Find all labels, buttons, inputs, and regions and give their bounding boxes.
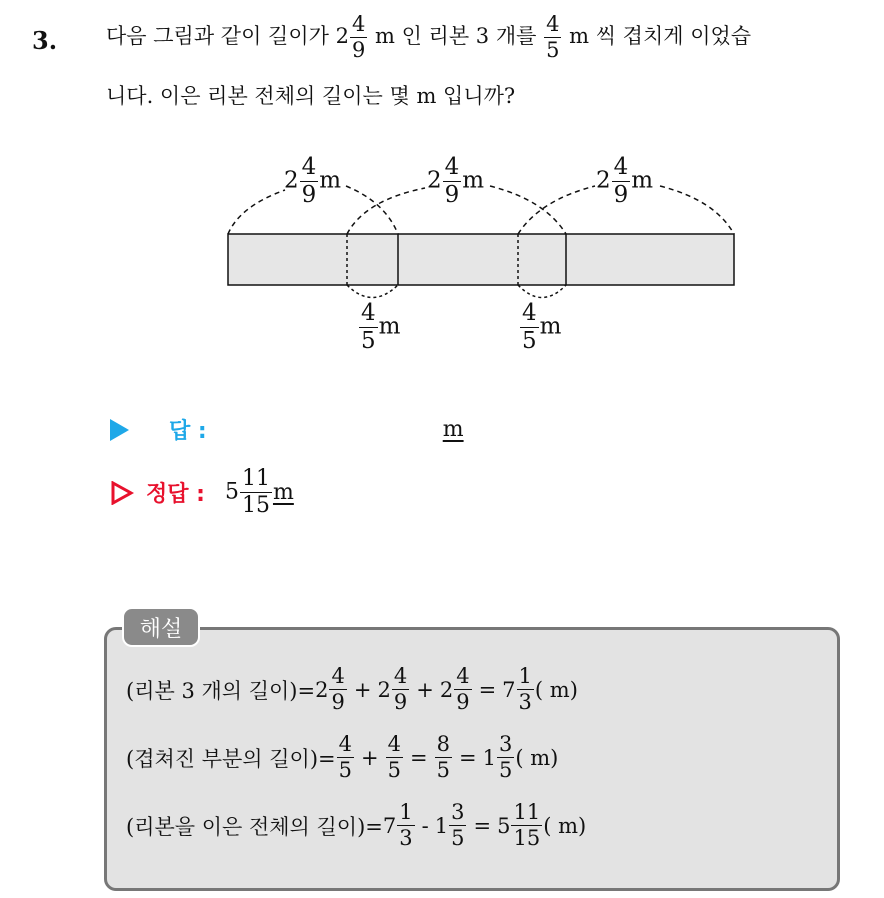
ribbon-length-fraction: $\frac{4}{9}$ <box>351 12 366 62</box>
play-outline-icon <box>110 481 134 505</box>
correct-answer-row <box>110 468 294 517</box>
play-solid-icon <box>110 419 129 441</box>
explanation-tag: 해설 <box>122 607 200 647</box>
overlap-1-arc <box>347 285 398 298</box>
question-number: 3. <box>32 26 58 55</box>
ribbon-1-arc-left <box>228 190 285 234</box>
overlap-length-fraction: $\frac{4}{5}$ <box>546 12 560 62</box>
ribbon-2-arc-left <box>347 188 425 234</box>
ribbon-1-length-label: 2 $\frac{4}{9}$ m <box>284 154 342 208</box>
overlap-2-arc <box>518 285 566 298</box>
explanation-line-2: (겹쳐진 부분의 길이)= $\frac{4}{5}$ + $\frac{4}{5}$ = $\frac{8}{5}$ = 1 $\frac{3}{5}$ ( m) <box>126 732 559 782</box>
correct-answer-unit: m <box>272 480 294 505</box>
correct-answer-label: 정답 : <box>146 482 205 507</box>
question-text-line2: 니다. 이은 리본 전체의 길이는 몇 m 입니까? <box>106 84 516 108</box>
ribbon-3-arc-right <box>660 186 734 234</box>
answer-label: 답 : <box>169 419 207 444</box>
ribbon-3-length-label: 2 $\frac{4}{9}$ m <box>596 154 654 208</box>
ribbon-2-arc-right <box>490 186 566 234</box>
overlap-2-length-label: $\frac{4}{5}$ m <box>522 300 562 354</box>
question-text-line1: 다음 그림과 같이 길이가 2 $\frac{4}{9}$ m 인 리본 3 개를 $\frac{4}{5}$ m 씩 겹치게 이었습 <box>106 12 752 62</box>
ribbon-3-arc-left <box>518 186 595 234</box>
ribbon-2-length-label: 2 $\frac{4}{9}$ m <box>427 154 485 208</box>
overlap-1-length-label: $\frac{4}{5}$ m <box>361 300 401 354</box>
answer-row <box>110 414 464 445</box>
ribbon-1-arc-right <box>346 186 398 234</box>
explanation-line-1: (리본 3 개의 길이)= 2 $\frac{4}{9}$ + 2 $\frac{4}{9}$ + 2 $\frac{4}{9}$ = 7 $\frac{1}{3}$ ( m) <box>126 664 578 714</box>
answer-unit: m <box>442 417 464 442</box>
ribbon-strip <box>228 234 734 285</box>
explanation-line-3: (리본을 이은 전체의 길이)= 7 $\frac{1}{3}$ - 1 $\frac{3}{5}$ = 5 $\frac{11}{15}$ ( m) <box>126 800 587 850</box>
correct-answer-value: 5 $\frac{11}{15}$ <box>224 466 270 518</box>
